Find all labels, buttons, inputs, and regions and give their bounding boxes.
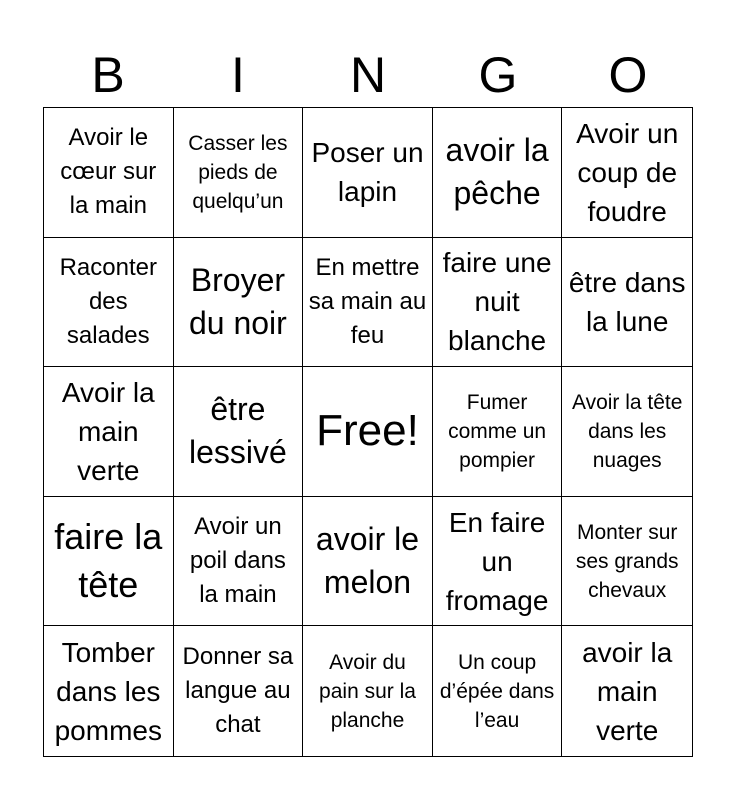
bingo-cell-r2-c1[interactable]: Raconter des salades bbox=[44, 238, 174, 368]
bingo-cell-r4-c2[interactable]: Avoir un poil dans la main bbox=[174, 497, 304, 627]
bingo-header bbox=[43, 44, 693, 106]
bingo-cell-r5-c5[interactable]: avoir la main verte bbox=[582, 636, 673, 746]
bingo-cell-r5-c2[interactable]: Donner sa langue au chat bbox=[174, 626, 304, 756]
free-space-cell[interactable]: Free! bbox=[303, 367, 433, 497]
header-letter-i: I bbox=[231, 47, 245, 103]
bingo-cell-r4-c3[interactable]: avoir le melon bbox=[303, 497, 433, 627]
bingo-cell-r3-c4[interactable]: Fumer comme un pompier bbox=[433, 367, 563, 497]
bingo-cell-r5-c1[interactable]: Tomber dans les pommes bbox=[44, 626, 174, 756]
bingo-cell-r3-c5[interactable]: Avoir la tête dans les nuages bbox=[562, 367, 692, 497]
bingo-cell-r4-c5[interactable]: Monter sur ses grands chevaux bbox=[562, 497, 692, 627]
bingo-cell-r3-c2[interactable]: être lessivé bbox=[174, 367, 304, 497]
bingo-cell-r5-c3[interactable]: Avoir du pain sur la planche bbox=[303, 626, 433, 756]
bingo-cell-r1-c1[interactable]: Avoir le cœur sur la main bbox=[44, 108, 174, 238]
header-letter-o: O bbox=[608, 47, 648, 103]
bingo-cell-r5-c4[interactable]: Un coup d’épée dans l’eau bbox=[433, 626, 563, 756]
bingo-cell-r2-c2[interactable]: Broyer du noir bbox=[174, 238, 304, 368]
bingo-cell-r1-c4[interactable]: avoir la pêche bbox=[433, 108, 563, 238]
bingo-cell-r1-c2[interactable]: Casser les pieds de quelqu’un bbox=[174, 108, 304, 238]
header-letter-n: N bbox=[349, 47, 387, 103]
bingo-cell-r1-c3[interactable]: Poser un lapin bbox=[303, 108, 433, 238]
bingo-cell-r4-c4[interactable]: En faire un fromage bbox=[433, 497, 563, 627]
bingo-cell-r3-c1[interactable]: Avoir la main verte bbox=[44, 367, 174, 497]
bingo-cell-r2-c5[interactable]: être dans la lune bbox=[562, 238, 692, 368]
bingo-cell-r2-c4[interactable]: faire une nuit blanche bbox=[433, 238, 563, 368]
bingo-cell-r2-c3[interactable]: En mettre sa main au feu bbox=[303, 238, 433, 368]
header-letter-b: B bbox=[91, 47, 125, 103]
header-letter-g: G bbox=[478, 47, 518, 103]
bingo-cell-r4-c1[interactable]: faire la tête bbox=[44, 497, 174, 627]
bingo-board bbox=[43, 107, 693, 757]
bingo-cell-r1-c5[interactable]: Avoir un coup de foudre bbox=[562, 108, 692, 238]
